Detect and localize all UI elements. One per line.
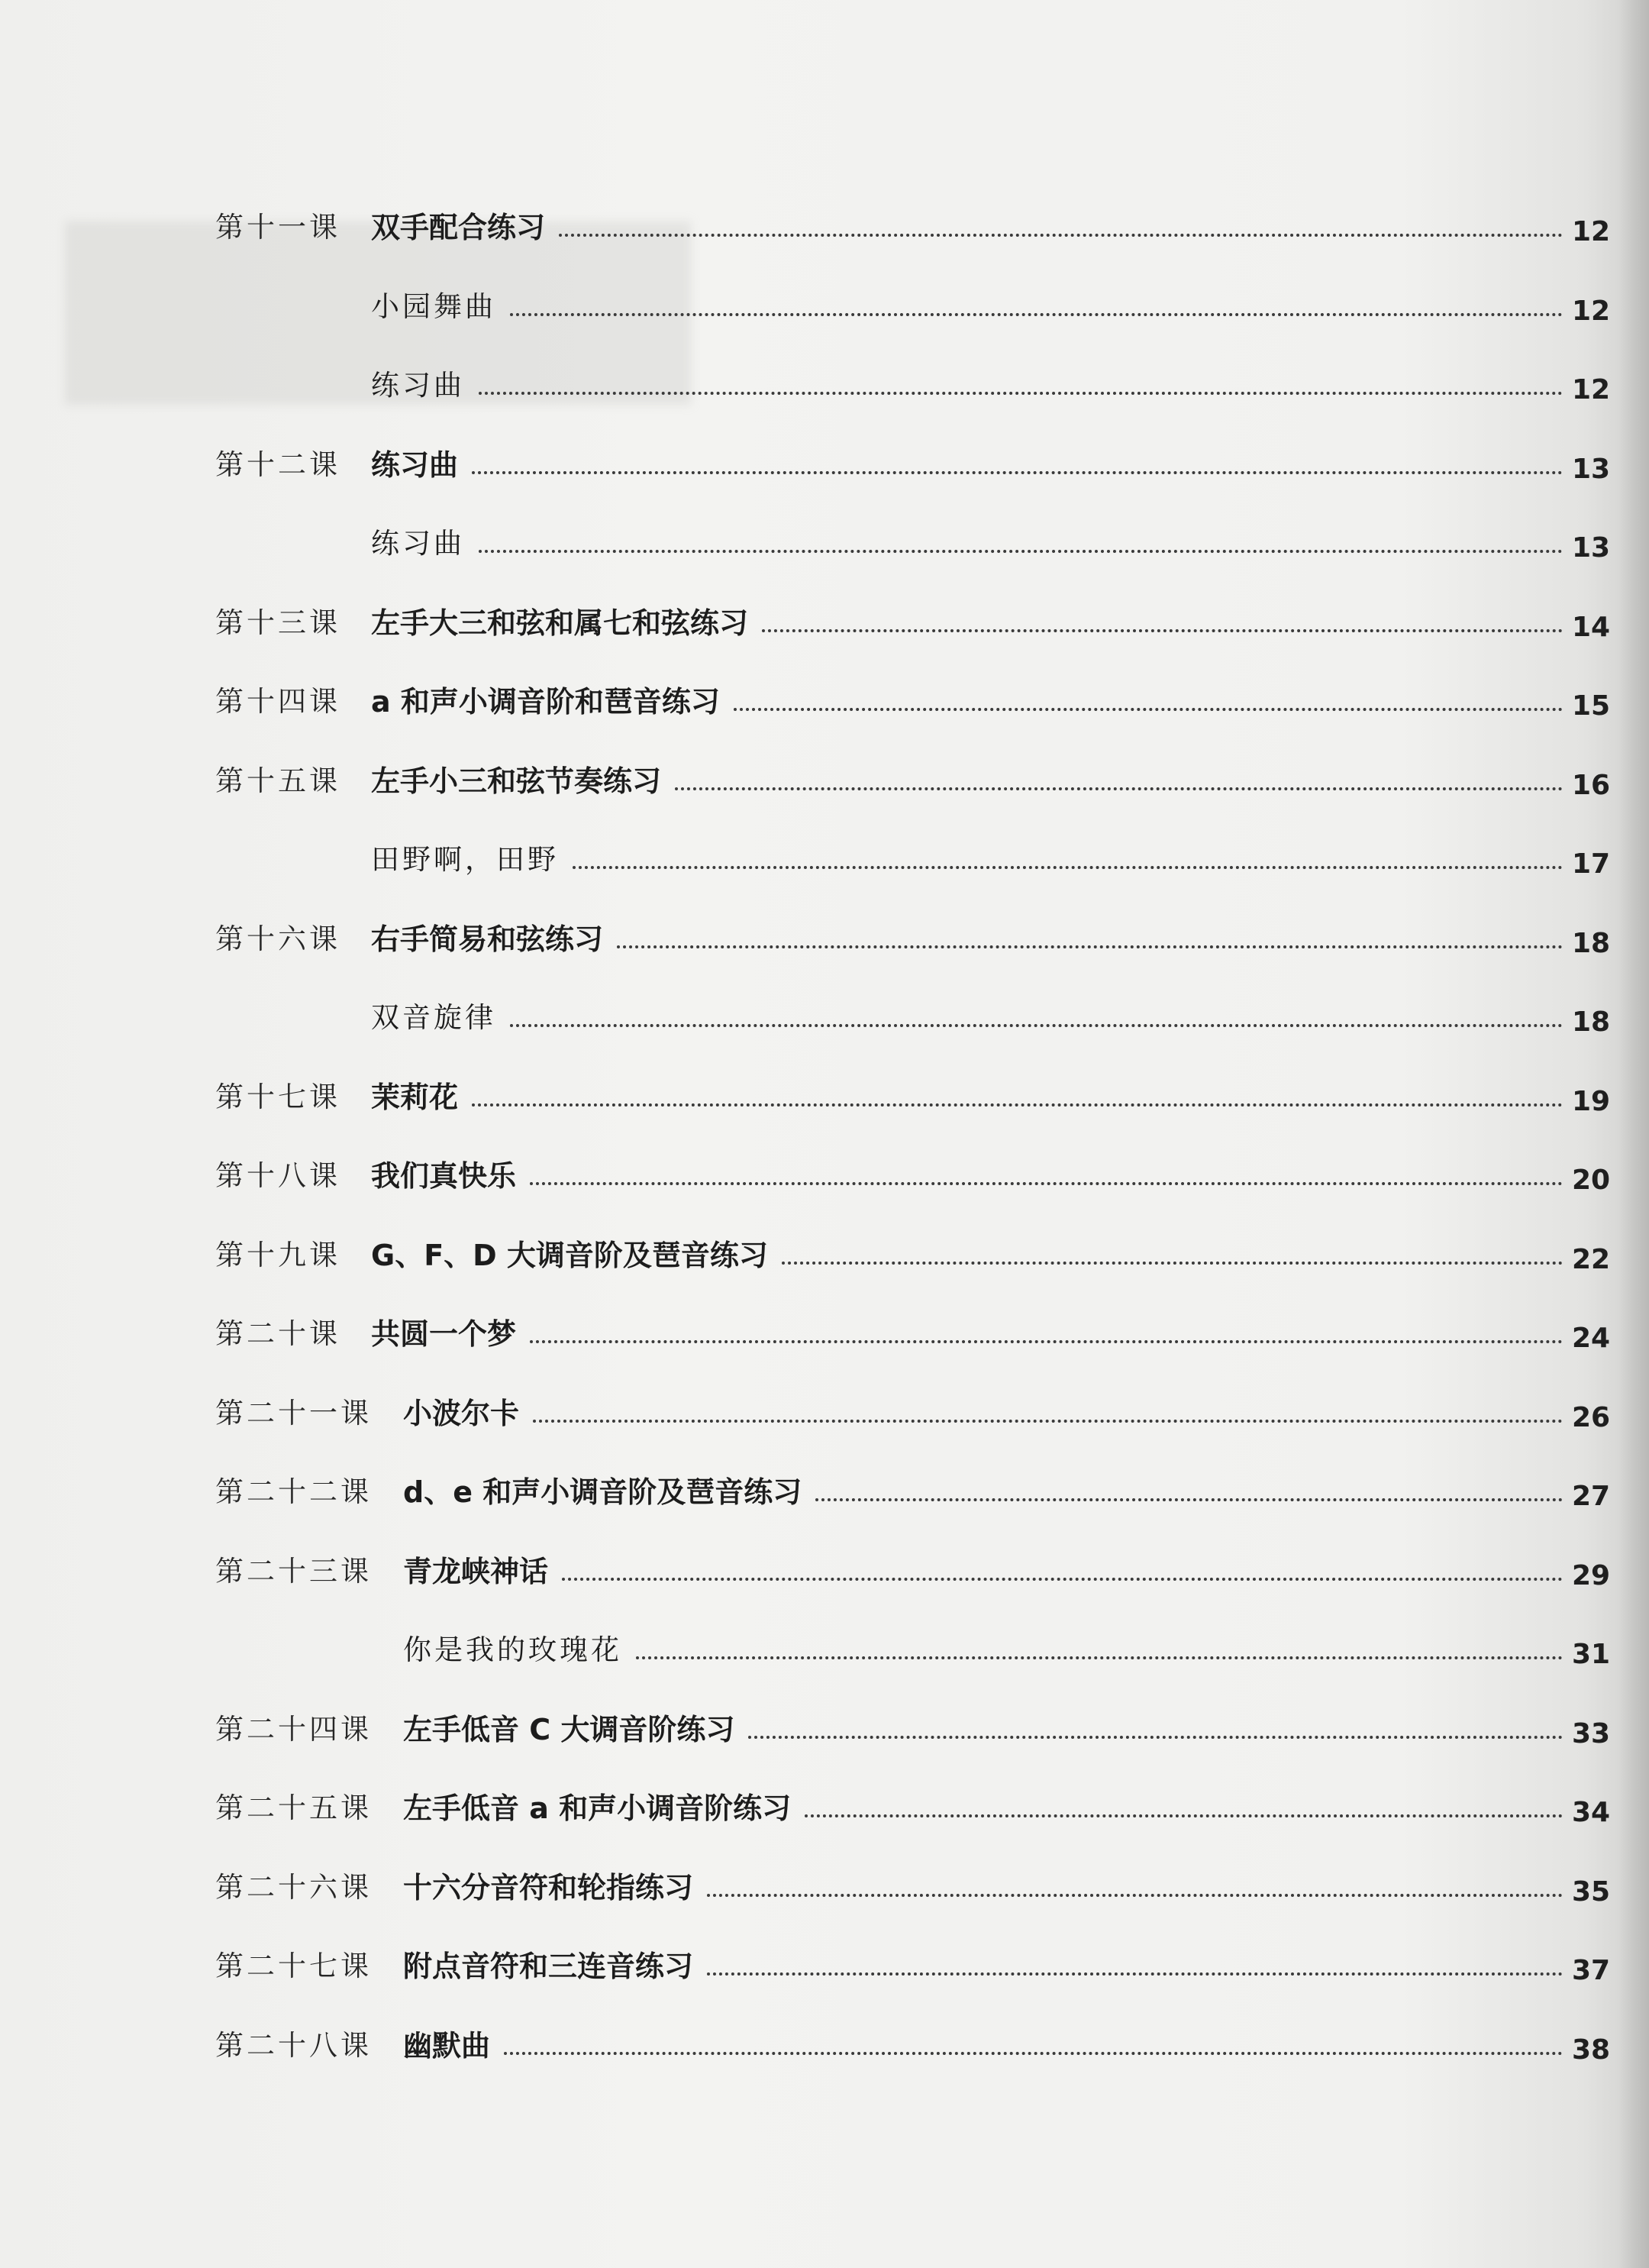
entry-title: 十六分音符和轮指练习: [403, 1871, 694, 1905]
entry-title: 左手低音 C 大调音阶练习: [403, 1713, 735, 1746]
dot-leader: [479, 392, 1563, 395]
page-number: 13: [1572, 454, 1611, 485]
dot-leader: [748, 1736, 1563, 1739]
toc-lesson-row[interactable]: [0, 600, 1649, 646]
dot-leader: [510, 313, 1563, 316]
entry-title: 双音旋律: [371, 1001, 496, 1034]
lesson-number: 第十一课: [215, 211, 340, 244]
toc-lesson-row[interactable]: [0, 1153, 1649, 1199]
toc-subentry-row[interactable]: [0, 837, 1649, 883]
dot-leader: [530, 1182, 1563, 1185]
page-number: 24: [1572, 1323, 1611, 1354]
page-number: 15: [1572, 690, 1611, 722]
lesson-number: 第十九课: [215, 1239, 340, 1271]
dot-leader: [479, 550, 1563, 553]
page-number: 38: [1572, 2034, 1611, 2066]
lesson-number: 第十四课: [215, 685, 340, 718]
toc-subentry-row[interactable]: [0, 1627, 1649, 1673]
page-number: 35: [1572, 1876, 1611, 1908]
page-number: 34: [1572, 1797, 1611, 1828]
toc-lesson-row[interactable]: [0, 1311, 1649, 1357]
toc-lesson-row[interactable]: [0, 1707, 1649, 1753]
dot-leader: [707, 1894, 1563, 1897]
page-number: 12: [1572, 374, 1611, 405]
lesson-number: 第二十三课: [215, 1555, 372, 1588]
dot-leader: [707, 1972, 1563, 1976]
lesson-number: 第二十课: [215, 1317, 340, 1350]
entry-title: 左手小三和弦节奏练习: [371, 764, 662, 798]
dot-leader: [472, 471, 1563, 474]
dot-leader: [782, 1262, 1563, 1265]
dot-leader: [530, 1340, 1563, 1343]
page-number: 19: [1572, 1086, 1611, 1117]
dot-leader: [573, 866, 1563, 869]
entry-title: 我们真快乐: [371, 1159, 517, 1193]
page-number: 13: [1572, 532, 1611, 564]
entry-title: 双手配合练习: [371, 211, 546, 244]
page-number: 29: [1572, 1560, 1611, 1591]
dot-leader: [762, 629, 1563, 632]
page-number: 22: [1572, 1244, 1611, 1275]
entry-title: 小波尔卡: [403, 1397, 520, 1430]
dot-leader: [504, 2052, 1563, 2055]
page-number: 20: [1572, 1165, 1611, 1196]
lesson-number: 第二十二课: [215, 1475, 372, 1508]
dot-leader: [734, 708, 1563, 711]
page-number: 12: [1572, 296, 1611, 327]
page-number: 18: [1572, 928, 1611, 959]
toc-lesson-row[interactable]: [0, 1233, 1649, 1278]
entry-title: 青龙峡神话: [403, 1555, 549, 1588]
toc-lesson-row[interactable]: [0, 442, 1649, 488]
page-number: 14: [1572, 612, 1611, 643]
dot-leader: [472, 1103, 1563, 1107]
page-number: 37: [1572, 1955, 1611, 1986]
page-number: 33: [1572, 1718, 1611, 1749]
lesson-number: 第二十一课: [215, 1397, 372, 1430]
entry-title: a 和声小调音阶和琶音练习: [371, 685, 720, 719]
toc-lesson-row[interactable]: [0, 1469, 1649, 1515]
dot-leader: [533, 1420, 1563, 1423]
lesson-number: 第二十七课: [215, 1950, 372, 1982]
entry-title: 练习曲: [371, 527, 465, 560]
dot-leader: [559, 234, 1563, 237]
page-number: 26: [1572, 1402, 1611, 1433]
entry-title: 左手大三和弦和属七和弦练习: [371, 606, 749, 640]
dot-leader: [617, 945, 1563, 948]
toc-lesson-row[interactable]: [0, 2023, 1649, 2069]
page-number: 17: [1572, 848, 1611, 880]
toc-lesson-row[interactable]: [0, 758, 1649, 804]
toc-lesson-row[interactable]: [0, 916, 1649, 962]
dot-leader: [562, 1578, 1563, 1581]
toc-subentry-row[interactable]: [0, 284, 1649, 330]
entry-title: 你是我的玫瑰花: [403, 1633, 622, 1666]
lesson-number: 第二十四课: [215, 1713, 372, 1746]
lesson-number: 第十三课: [215, 606, 340, 639]
toc-lesson-row[interactable]: [0, 1943, 1649, 1989]
entry-title: 共圆一个梦: [371, 1317, 517, 1351]
entry-title: 茉莉花: [371, 1081, 459, 1114]
toc-lesson-row[interactable]: [0, 205, 1649, 250]
entry-title: 右手简易和弦练习: [371, 922, 604, 956]
dot-leader: [815, 1498, 1563, 1501]
toc-lesson-row[interactable]: [0, 679, 1649, 725]
page-number: 27: [1572, 1481, 1611, 1512]
toc-subentry-row[interactable]: [0, 995, 1649, 1041]
entry-title: G、F、D 大调音阶及琶音练习: [371, 1239, 768, 1272]
entry-title: 左手低音 a 和声小调音阶练习: [403, 1791, 792, 1825]
entry-title: d、e 和声小调音阶及琶音练习: [403, 1475, 802, 1509]
dot-leader: [510, 1024, 1563, 1027]
toc-lesson-row[interactable]: [0, 1865, 1649, 1911]
page-number: 16: [1572, 770, 1611, 801]
page-number: 18: [1572, 1006, 1611, 1038]
lesson-number: 第十五课: [215, 764, 340, 797]
toc-lesson-row[interactable]: [0, 1785, 1649, 1831]
toc-lesson-row[interactable]: [0, 1549, 1649, 1594]
entry-title: 附点音符和三连音练习: [403, 1950, 694, 1983]
entry-title: 练习曲: [371, 369, 465, 402]
lesson-number: 第十七课: [215, 1081, 340, 1113]
toc-subentry-row[interactable]: [0, 363, 1649, 409]
dot-leader: [805, 1814, 1563, 1817]
lesson-number: 第二十五课: [215, 1791, 372, 1824]
page-number: 31: [1572, 1639, 1611, 1670]
page-number: 12: [1572, 216, 1611, 247]
lesson-number: 第十二课: [215, 448, 340, 481]
dot-leader: [636, 1656, 1563, 1659]
lesson-number: 第二十八课: [215, 2029, 372, 2062]
toc-lesson-row[interactable]: [0, 1074, 1649, 1120]
entry-title: 幽默曲: [403, 2029, 491, 2063]
lesson-number: 第十六课: [215, 922, 340, 955]
entry-title: 小园舞曲: [371, 290, 496, 323]
entry-title: 练习曲: [371, 448, 459, 482]
toc-lesson-row[interactable]: [0, 1391, 1649, 1436]
dot-leader: [675, 787, 1563, 790]
lesson-number: 第十八课: [215, 1159, 340, 1192]
toc-subentry-row[interactable]: [0, 521, 1649, 567]
lesson-number: 第二十六课: [215, 1871, 372, 1904]
entry-title: 田野啊，田野: [371, 843, 559, 876]
